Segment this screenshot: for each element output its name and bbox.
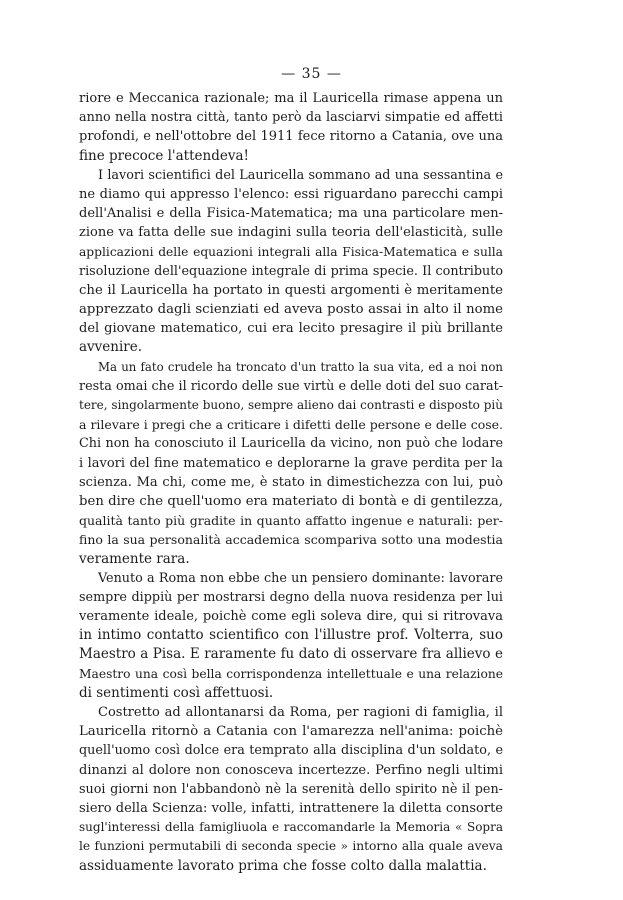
text-line: dinanzi al dolore non conosceva incertezze. Perfino negli ultimi [79, 762, 503, 778]
text-line: a rilevare i pregi che a criticare i difetti delle persone e delle cose. [79, 417, 503, 433]
text-line: profondi, e nell'ottobre del 1911 fece ritorno a Catania, ove una [79, 129, 503, 145]
text-line: apprezzato dagli scienziati ed aveva posto assai in alto il nome [79, 302, 503, 318]
text-line: veramente rara. [79, 550, 190, 567]
text-line: I lavori scientifici del Lauricella sommano ad una sessantina e [98, 167, 503, 183]
text-line: ne diamo qui appresso l'elenco: essi riguardano parecchi campi [79, 186, 503, 202]
text-line: suoi giorni non l'abbandonò nè la serenità dello spirito nè il pen- [79, 781, 503, 797]
text-line: ben dire che quell'uomo era materiato di bontà e di gentilezza, [79, 493, 503, 509]
text-line: zione va fatta delle sue indagini sulla teoria dell'elasticità, sulle [79, 225, 503, 241]
text-line: Lauricella ritornò a Catania con l'amarezza nell'anima: poichè [79, 724, 503, 740]
text-line: sempre dippiù per mostrarsi degno della nuova residenza per lui [79, 589, 503, 605]
text-line: Ma un fato crudele ha troncato d'un tratto la sua vita, ed a noi non [98, 359, 503, 374]
text-line: dell'Analisi e della Fisica-Matematica; ma una particolare men- [79, 206, 503, 222]
text-line: riore e Meccanica razionale; ma il Lauricella rimase appena un [79, 91, 503, 106]
text-line: qualità tanto più gradite in quanto affatto ingenue e naturali: per- [79, 513, 503, 529]
text-line: scienza. Ma chi, come me, è stato in dimestichezza con lui, può [79, 474, 503, 490]
text-line: fine precoce l'attendeva! [79, 147, 249, 164]
text-line: siero della Scienza: volle, infatti, intrattenere la diletta consorte [79, 800, 503, 816]
text-line: Maestro una così bella corrispondenza intellettuale e una relazione [79, 666, 503, 681]
text-line: assiduamente lavorato prima che fosse colto dalla malattia. [79, 857, 487, 874]
text-line: Chi non ha conosciuto il Lauricella da vicino, non può che lodare [79, 436, 503, 452]
text-line: del giovane matematico, cui era lecito presagire il più brillante [79, 321, 503, 337]
text-line: tere, singolarmente buono, sempre alieno dai contrasti e disposto più [79, 398, 503, 412]
page-number: — 35 — [281, 66, 342, 82]
text-line: veramente ideale, poichè come egli soleva dire, qui si ritrovava [79, 609, 503, 625]
text-line: Maestro a Pisa. E raramente fu dato di osservare fra allievo e [79, 646, 503, 663]
text-line: in intimo contatto scientifico con l'illustre prof. Volterra, suo [79, 627, 503, 644]
text-line: anno nella nostra città, tanto però da lasciarvi simpatie ed affetti [79, 110, 503, 126]
text-line: risoluzione dell'equazione integrale di prima specie. Il contributo [79, 263, 503, 279]
text-line: che il Lauricella ha portato in questi argomenti è meritamente [79, 282, 503, 298]
text-line: quell'uomo così dolce era temprato alla disciplina d'un soldato, e [79, 743, 503, 759]
text-line: sugl'interessi della famigliuola e raccomandarle la Memoria « Sopra [79, 820, 503, 835]
text-line: le funzioni permutabili di seconda specie » intorno alla quale aveva [79, 839, 503, 854]
text-line: resta omai che il ricordo delle sue virtù e delle doti del suo carat- [79, 378, 503, 394]
text-line: applicazioni delle equazioni integrali alla Fisica-Matematica e sulla [79, 244, 503, 259]
text-line: i lavori del fine matematico e deplorarne la grave perdita per la [79, 455, 503, 471]
text-line: Venuto a Roma non ebbe che un pensiero dominante: lavorare [98, 570, 503, 586]
body-text [79, 89, 503, 876]
text-line: fino la sua personalità accademica scompariva sotto una modestia [79, 532, 503, 548]
text-line: Costretto ad allontanarsi da Roma, per ragioni di famiglia, il [98, 705, 503, 720]
text-line: avvenire. [79, 339, 143, 356]
text-line: di sentimenti così affettuosi. [79, 684, 274, 701]
